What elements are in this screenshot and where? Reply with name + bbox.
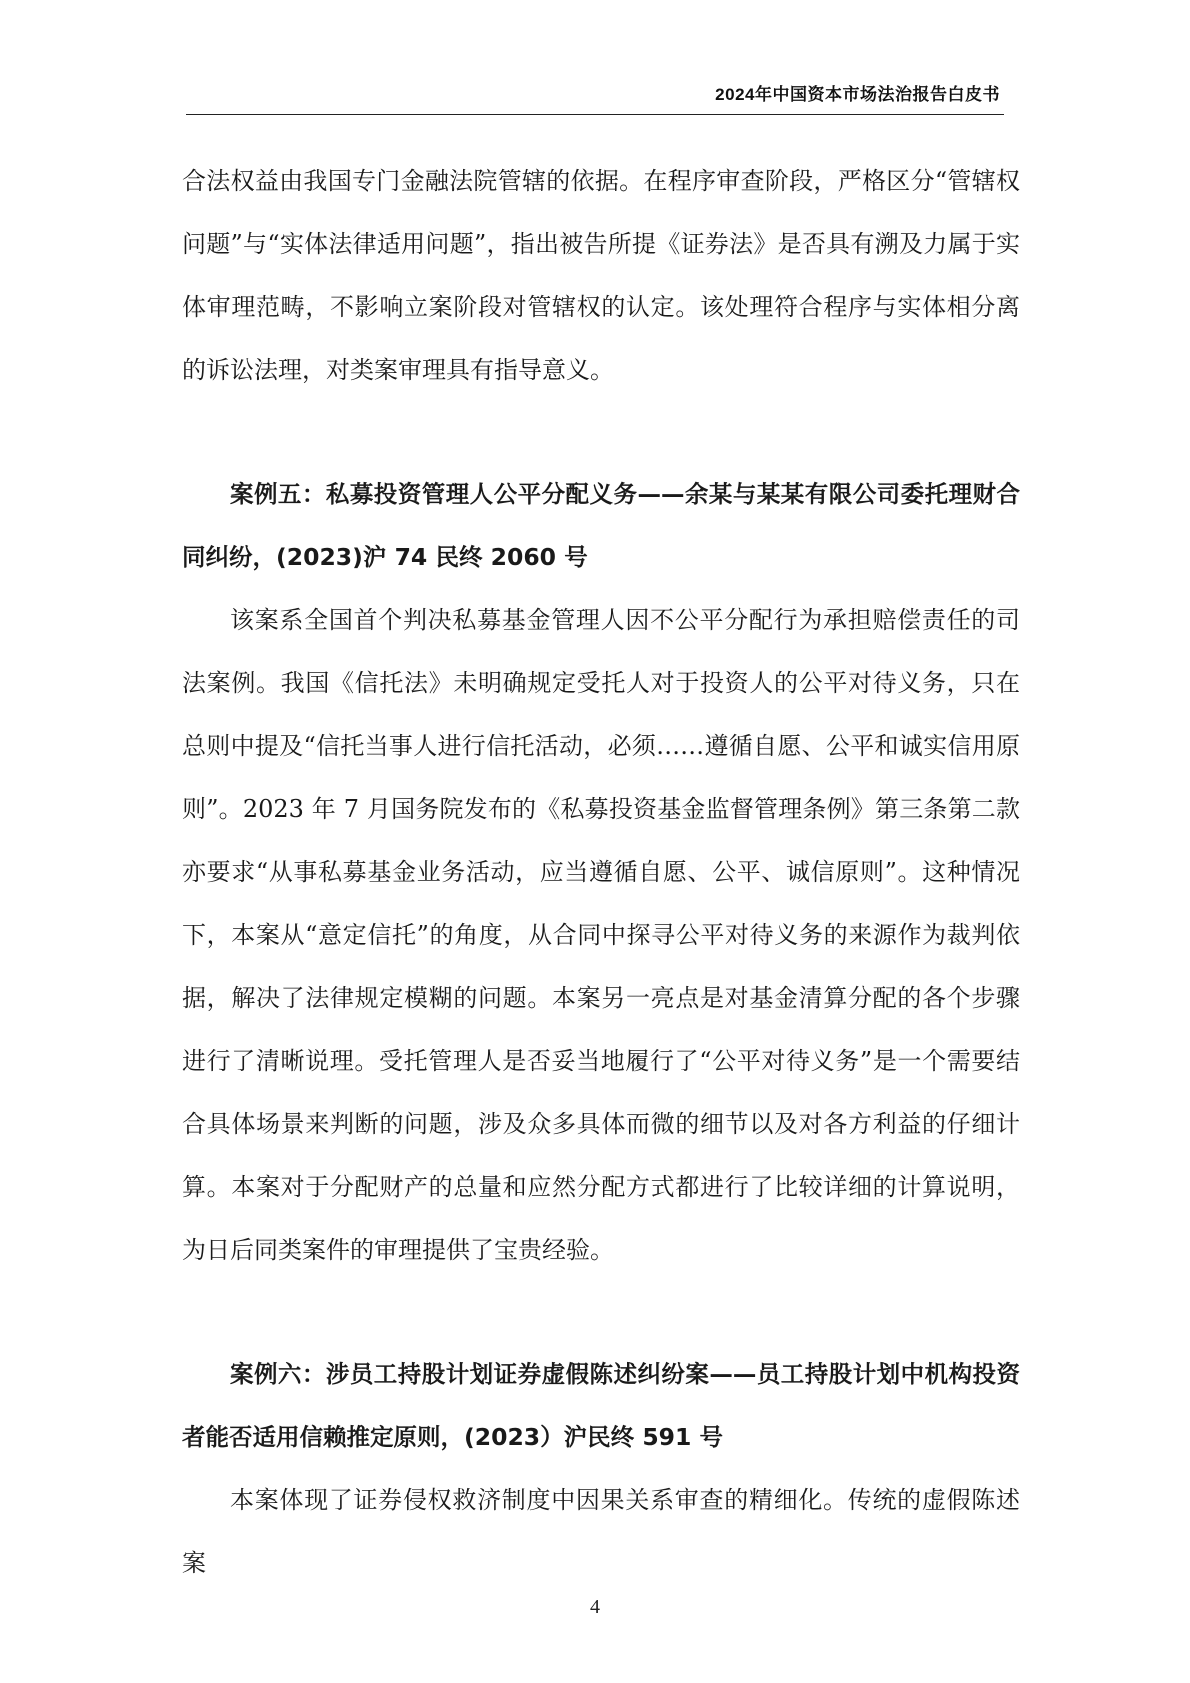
intro-paragraph: 合法权益由我国专门金融法院管辖的依据。在程序审查阶段，严格区分“管辖权问题”与“实体法律适用问题”，指出被告所提《证券法》是否具有溯及力属于实体审理范畴，不影响立案阶段对管辖权的认定。该处理符合程序与实体相分离的诉讼法理，对类案审理具有指导意义。 <box>182 167 1020 384</box>
document-body <box>182 150 1020 1595</box>
case-5-paragraph: 该案系全国首个判决私募基金管理人因不公平分配行为承担赔偿责任的司法案例。我国《信托法》未明确规定受托人对于投资人的公平对待义务，只在总则中提及“信托当事人进行信托活动，必须……遵循自愿、公平和诚实信用原则”。2023 年 7 月国务院发布的《私募投资基金监督管理条例》第三条第二款亦要求“从事私募基金业务活动，应当遵循自愿、公平、诚信原则”。这种情况下，本案从“意定信托”的角度，从合同中探寻公平对待义务的来源作为裁判依据，解决了法律规定模糊的问题。本案另一亮点是对基金清算分配的各个步骤进行了清晰说理。受托管理人是否妥当地履行了“公平对待义务”是一个需要结合具体场景来判断的问题，涉及众多具体而微的细节以及对各方利益的仔细计算。本案对于分配财产的总量和应然分配方式都进行了比较详细的计算说明，为日后同类案件的审理提供了宝贵经验。 <box>182 606 1020 1264</box>
page-number: 4 <box>590 1596 600 1618</box>
case-5-heading: 案例五：私募投资管理人公平分配义务——余某与某某有限公司委托理财合同纠纷，(2023)沪 74 民终 2060 号 <box>182 480 1020 571</box>
section-spacer <box>182 402 1020 463</box>
section-spacer <box>182 1282 1020 1343</box>
header-title: 2024年中国资本市场法治报告白皮书 <box>715 85 1000 104</box>
case-6-paragraph: 本案体现了证券侵权救济制度中因果关系审查的精细化。传统的虚假陈述案 <box>182 1486 1020 1577</box>
page-header <box>186 76 1004 115</box>
case-6-heading: 案例六：涉员工持股计划证券虚假陈述纠纷案——员工持股计划中机构投资者能否适用信赖推定原则，(2023）沪民终 591 号 <box>182 1360 1020 1451</box>
